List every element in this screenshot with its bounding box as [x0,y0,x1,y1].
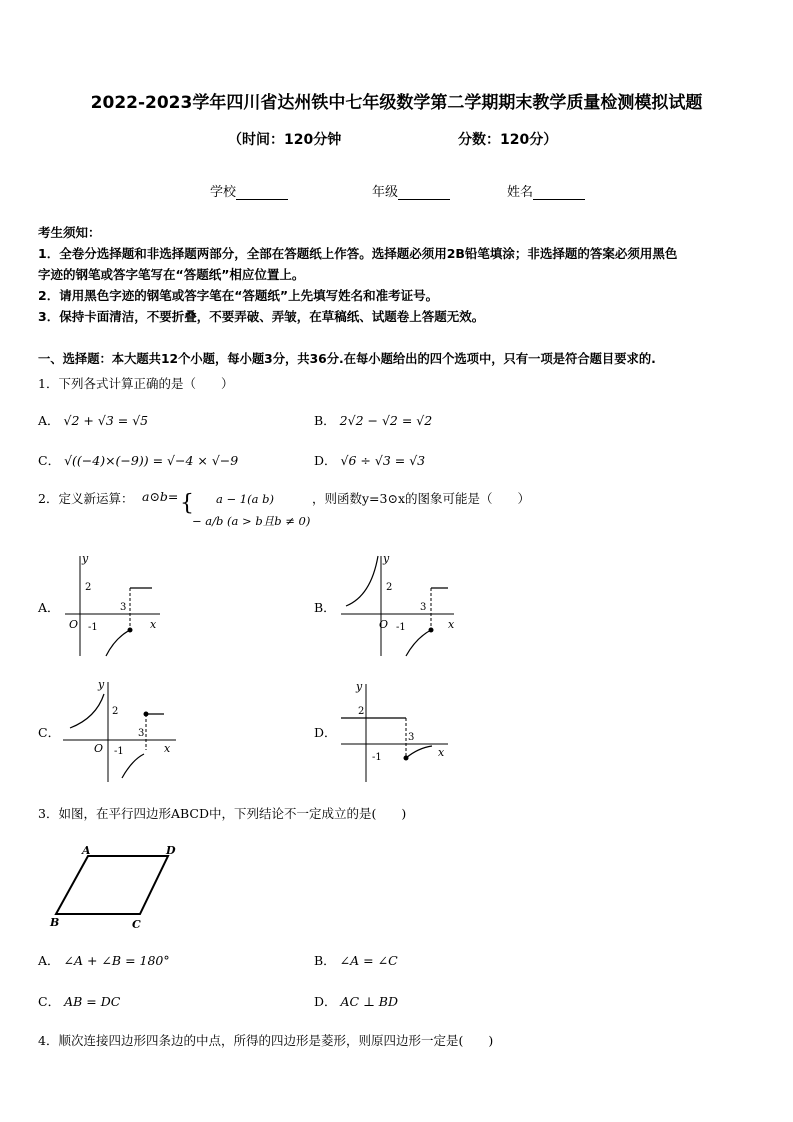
graph-point [429,628,434,633]
q2-case2: − a/b (a > b且b ≠ 0) [192,514,311,528]
name-label: 姓名 [507,185,534,200]
origin-label: O [69,618,79,631]
q2-brace: { [180,491,194,516]
q2-graph-d[interactable] [336,676,466,786]
graph-point [404,756,409,761]
graph-curve [122,754,144,778]
notice-line3: 3．保持卡面清洁，不要折叠，不要弄破、弄皱，在草稿纸、试题卷上答题无效。 [38,309,485,324]
origin-label: O [94,742,104,755]
q3-option-a[interactable] [38,951,170,969]
school-blank [236,187,288,200]
notice-line1a: 1．全卷分选择题和非选择题两部分，全部在答题纸上作答。选择题必须用2B铅笔填涂；非选择题的答案必须用黑色 [38,246,678,261]
exam-score: 分数：120分） [458,132,558,148]
tick-m1: -1 [114,746,124,757]
q1-option-d-expr: √6 ÷ √3 = √3 [340,453,426,468]
q1-option-a[interactable] [38,411,148,429]
y-label: y [82,552,89,565]
q1-option-b-expr: 2√2 − √2 = √2 [339,413,433,428]
origin-label: O [379,618,389,631]
notice-line1b: 字迹的钢笔或答字笔写在“答题纸”相应位置上。 [38,267,305,282]
y-label: y [383,552,390,565]
tick-m1: -1 [396,622,406,633]
q2-option-b[interactable]: B． [314,600,336,615]
grade-blank [398,187,450,200]
tick-3: 3 [420,602,427,613]
graph-curve-left [70,694,104,728]
graph-point [144,712,149,717]
vertex-c: C [132,918,141,931]
tick-2: 2 [112,706,119,717]
school-field [210,181,288,200]
notice-line2: 2．请用黑色字迹的钢笔或答字笔在“答题纸”上先填写姓名和准考证号。 [38,288,439,303]
q1-option-b-label: B． [314,413,336,428]
q3-option-d[interactable] [314,992,398,1010]
q3-stem: 3．如图，在平行四边形ABCD中，下列结论不一定成立的是( ) [38,806,407,821]
q3-option-d-label: D． [314,994,337,1009]
q1-option-b[interactable] [314,411,432,429]
q1-option-c[interactable] [38,451,238,469]
q3-option-b-expr: ∠A = ∠C [339,953,398,968]
tick-2: 2 [358,706,365,717]
grade-label: 年级 [372,185,399,200]
q1-stem: 1．下列各式计算正确的是（ ） [38,376,234,391]
graph-point [128,628,133,633]
q3-option-c[interactable] [38,992,120,1010]
vertex-b: B [50,916,60,929]
x-label: x [448,618,455,631]
q2-option-a[interactable]: A． [38,600,60,615]
graph-curve-left [346,556,378,606]
q1-option-a-expr: √2 + √3 = √5 [63,413,149,428]
tick-2: 2 [386,582,393,593]
tick-3: 3 [408,732,415,743]
y-label: y [356,680,363,693]
tick-m1: -1 [88,622,98,633]
q3-option-b[interactable] [314,951,398,969]
q2-option-d[interactable]: D． [314,725,337,740]
notice-heading: 考生须知： [38,225,101,240]
q3-option-a-expr: ∠A + ∠B = 180° [63,953,170,968]
q4-stem: 4．顺次连接四边形四条边的中点，所得的四边形是菱形，则原四边形一定是( ) [38,1033,494,1048]
vertex-d: D [166,844,176,857]
exam-time: （时间：120分钟 [228,132,342,148]
x-label: x [150,618,157,631]
grade-field [372,181,450,200]
q2-operator: a⊙b= [142,489,179,504]
q1-option-c-expr: √((−4)×(−9)) = √−4 × √−9 [64,453,239,468]
q2-stem-b: ，则函数y=3⊙x的图象可能是（ ） [312,491,531,506]
q1-option-d-label: D． [314,453,337,468]
name-field [507,181,585,200]
vertex-a: A [82,844,91,857]
y-label: y [98,678,105,691]
tick-2: 2 [85,582,92,593]
q1-option-c-label: C． [38,453,61,468]
q3-parallelogram-figure [44,842,184,934]
q2-graph-c[interactable] [58,674,188,786]
q3-option-b-label: B． [314,953,336,968]
tick-m1: -1 [372,752,382,763]
x-label: x [164,742,171,755]
q2-graph-b[interactable] [336,548,466,660]
q1-option-d[interactable] [314,451,425,469]
section-heading: 一、选择题：本大题共12个小题，每小题3分，共36分.在每小题给出的四个选项中，只有一项是符合题目要求的. [38,352,656,366]
q1-option-a-label: A． [38,413,60,428]
graph-curve [406,746,432,758]
parallelogram [56,856,168,914]
tick-3: 3 [138,728,145,739]
page-title: 2022-2023学年四川省达州铁中七年级数学第二学期期末教学质量检测模拟试题 [90,93,703,113]
school-label: 学校 [210,185,237,200]
name-blank [533,187,585,200]
q3-option-d-expr: AC ⊥ BD [340,994,399,1009]
x-label: x [438,746,445,759]
graph-curve [406,630,431,656]
q3-option-c-label: C． [38,994,61,1009]
q2-option-c[interactable]: C． [38,725,61,740]
q2-graph-a[interactable] [60,548,170,660]
q3-option-a-label: A． [38,953,60,968]
tick-3: 3 [120,602,127,613]
graph-curve [106,630,130,656]
q2-case1: a − 1(a b) [216,492,274,506]
q3-option-c-expr: AB = DC [64,994,121,1009]
q2-stem-a: 2．定义新运算： [38,491,134,506]
